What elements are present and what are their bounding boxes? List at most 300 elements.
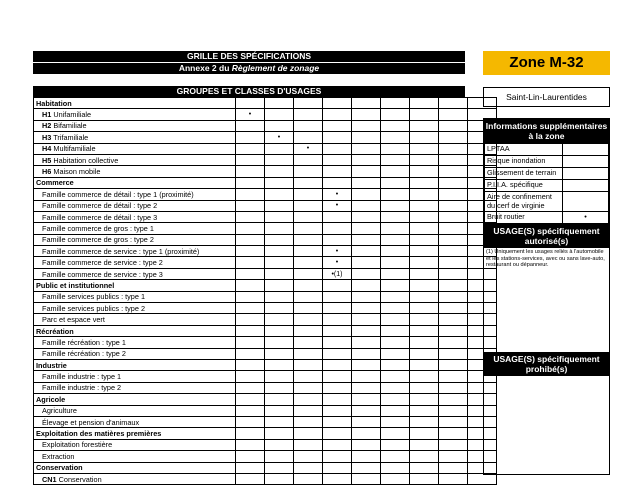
zone-cell bbox=[294, 166, 323, 177]
usage-name: Extraction bbox=[42, 451, 75, 461]
annex-prefix: Annexe 2 du bbox=[178, 63, 232, 73]
annex-regulation: Règlement de zonage bbox=[231, 63, 320, 73]
zone-cell bbox=[323, 359, 352, 370]
usage-row bbox=[34, 451, 497, 462]
usage-label bbox=[34, 359, 236, 370]
usage-row bbox=[34, 223, 497, 234]
usage-row bbox=[34, 268, 497, 279]
zone-cell bbox=[439, 143, 468, 154]
zone-cell bbox=[439, 223, 468, 234]
usage-label bbox=[34, 257, 236, 268]
zone-cell bbox=[236, 348, 265, 359]
zone-cell bbox=[323, 394, 352, 405]
category-row bbox=[34, 428, 497, 439]
zone-cell bbox=[381, 177, 410, 188]
zone-cell bbox=[294, 428, 323, 439]
usage-name: Famille commerce de service : type 1 (proximité) bbox=[42, 246, 200, 256]
usage-label bbox=[34, 371, 236, 382]
usage-label bbox=[34, 143, 236, 154]
zone-cell bbox=[265, 394, 294, 405]
zone-cell bbox=[294, 291, 323, 302]
zone-cell bbox=[294, 337, 323, 348]
info-mark bbox=[563, 168, 609, 180]
zone-cell bbox=[236, 325, 265, 336]
zone-cell bbox=[265, 325, 294, 336]
usage-name: Multifamiliale bbox=[53, 144, 96, 154]
info-label: Risque inondation bbox=[485, 156, 563, 168]
usage-label bbox=[34, 280, 236, 291]
usage-row bbox=[34, 371, 497, 382]
zone-cell bbox=[352, 223, 381, 234]
usage-label bbox=[34, 416, 236, 427]
zone-cell bbox=[323, 348, 352, 359]
zone-cell bbox=[236, 359, 265, 370]
zone-cell bbox=[410, 382, 439, 393]
usage-label bbox=[34, 451, 236, 462]
zone-cell bbox=[294, 348, 323, 359]
zone-cell bbox=[294, 439, 323, 450]
category-row bbox=[34, 359, 497, 370]
zone-cell bbox=[265, 154, 294, 165]
zone-cell bbox=[294, 473, 323, 484]
zone-cell bbox=[381, 382, 410, 393]
zone-cell bbox=[381, 371, 410, 382]
zone-cell bbox=[410, 325, 439, 336]
usage-code: CN1 bbox=[42, 474, 57, 484]
usage-label bbox=[34, 462, 236, 473]
usage-row bbox=[34, 303, 497, 314]
zone-cell bbox=[352, 348, 381, 359]
zone-cell bbox=[439, 211, 468, 222]
zone-cell bbox=[323, 98, 352, 109]
zone-cell bbox=[439, 280, 468, 291]
zone-cell bbox=[265, 177, 294, 188]
info-mark: • bbox=[563, 212, 609, 224]
zone-cell bbox=[439, 394, 468, 405]
zone-cell bbox=[323, 325, 352, 336]
zone-cell bbox=[294, 200, 323, 211]
zone-cell bbox=[381, 439, 410, 450]
zone-cell bbox=[410, 166, 439, 177]
zone-cell bbox=[352, 257, 381, 268]
zone-cell bbox=[323, 451, 352, 462]
zone-cell bbox=[236, 371, 265, 382]
zone-cell bbox=[236, 314, 265, 325]
usage-row bbox=[34, 439, 497, 450]
zone-cell bbox=[381, 223, 410, 234]
zone-cell bbox=[265, 143, 294, 154]
zone-cell bbox=[352, 314, 381, 325]
zone-cell bbox=[352, 143, 381, 154]
zone-cell bbox=[352, 268, 381, 279]
zone-cell bbox=[439, 166, 468, 177]
zone-cell bbox=[265, 223, 294, 234]
info-table bbox=[484, 143, 609, 224]
zone-cell bbox=[265, 109, 294, 120]
zone-cell bbox=[410, 280, 439, 291]
zone-cell bbox=[381, 120, 410, 131]
zone-cell bbox=[410, 268, 439, 279]
zone-cell bbox=[265, 416, 294, 427]
zone-cell bbox=[381, 314, 410, 325]
usage-name: Famille services publics : type 2 bbox=[42, 303, 146, 313]
zone-cell bbox=[323, 405, 352, 416]
usage-label bbox=[34, 223, 236, 234]
zone-cell bbox=[352, 382, 381, 393]
zone-cell bbox=[381, 189, 410, 200]
zone-cell bbox=[294, 132, 323, 143]
grid-title: GRILLE DES SPÉCIFICATIONS bbox=[186, 51, 312, 61]
usage-code: H2 bbox=[42, 121, 52, 131]
zone-cell bbox=[352, 451, 381, 462]
zone-cell bbox=[294, 154, 323, 165]
zone-cell: • bbox=[294, 143, 323, 154]
usage-label bbox=[34, 405, 236, 416]
zone-cell bbox=[410, 177, 439, 188]
usage-name: Famille commerce de détail : type 3 bbox=[42, 212, 158, 222]
usage-name: Récréation bbox=[36, 326, 74, 336]
zone-cell bbox=[352, 439, 381, 450]
zone-cell bbox=[439, 416, 468, 427]
zone-cell bbox=[352, 109, 381, 120]
usage-label bbox=[34, 132, 236, 143]
zone-cell bbox=[265, 405, 294, 416]
zone-cell: • bbox=[323, 200, 352, 211]
zone-cell bbox=[381, 303, 410, 314]
usage-row bbox=[34, 337, 497, 348]
usage-label bbox=[34, 428, 236, 439]
zone-cell bbox=[265, 337, 294, 348]
info-row bbox=[485, 192, 609, 212]
zone-cell bbox=[352, 359, 381, 370]
zone-cell bbox=[236, 200, 265, 211]
zone-cell bbox=[439, 189, 468, 200]
zone-cell bbox=[352, 246, 381, 257]
zone-cell bbox=[410, 462, 439, 473]
usage-name: Conservation bbox=[58, 474, 102, 484]
usage-label bbox=[34, 200, 236, 211]
info-mark bbox=[563, 156, 609, 168]
zone-cell: • bbox=[236, 109, 265, 120]
usage-name: Habitation bbox=[36, 98, 72, 108]
usage-code: H6 bbox=[42, 167, 52, 177]
zone-cell bbox=[323, 439, 352, 450]
zone-cell bbox=[265, 189, 294, 200]
usage-name: Famille récréation : type 1 bbox=[42, 337, 126, 347]
usage-name: Famille industrie : type 2 bbox=[42, 383, 122, 393]
zone-cell bbox=[410, 257, 439, 268]
annex-bar bbox=[33, 63, 465, 74]
zone-cell bbox=[265, 371, 294, 382]
usage-name: Exploitation des matières premières bbox=[36, 429, 162, 439]
zone-cell bbox=[323, 382, 352, 393]
zone-cell bbox=[323, 371, 352, 382]
zone-cell bbox=[410, 234, 439, 245]
zone-cell bbox=[265, 166, 294, 177]
zone-cell bbox=[439, 473, 468, 484]
zone-cell bbox=[236, 416, 265, 427]
zone-cell bbox=[439, 154, 468, 165]
usage-name: Agricole bbox=[36, 394, 66, 404]
zone-cell bbox=[323, 177, 352, 188]
usage-name: Famille commerce de service : type 3 bbox=[42, 269, 163, 279]
zone-cell bbox=[265, 428, 294, 439]
zone-cell bbox=[410, 416, 439, 427]
usage-name: Conservation bbox=[36, 463, 83, 473]
zone-cell bbox=[265, 451, 294, 462]
zone-cell bbox=[410, 371, 439, 382]
info-label: P.I.I.A. spécifique bbox=[485, 180, 563, 192]
usage-name: Famille récréation : type 2 bbox=[42, 349, 126, 359]
usage-code: H1 bbox=[42, 110, 52, 120]
zone-cell bbox=[323, 154, 352, 165]
zone-cell bbox=[381, 416, 410, 427]
usage-row bbox=[34, 143, 497, 154]
zone-cell bbox=[323, 473, 352, 484]
zone-cell bbox=[294, 177, 323, 188]
zone-cell bbox=[381, 462, 410, 473]
zone-cell bbox=[323, 428, 352, 439]
zone-cell bbox=[294, 268, 323, 279]
usage-label bbox=[34, 120, 236, 131]
usage-label bbox=[34, 314, 236, 325]
usage-name: Exploitation forestière bbox=[42, 440, 113, 450]
zone-cell bbox=[410, 405, 439, 416]
zone-cell bbox=[236, 394, 265, 405]
info-label: LPTAA bbox=[485, 144, 563, 156]
zone-cell bbox=[323, 303, 352, 314]
usage-code: H4 bbox=[42, 144, 52, 154]
usage-row bbox=[34, 234, 497, 245]
zone-cell bbox=[323, 291, 352, 302]
zone-cell bbox=[381, 268, 410, 279]
zone-cell bbox=[294, 109, 323, 120]
zone-cell bbox=[381, 154, 410, 165]
zone-cell bbox=[410, 359, 439, 370]
zone-cell bbox=[323, 166, 352, 177]
zone-cell bbox=[439, 120, 468, 131]
zone-cell bbox=[439, 439, 468, 450]
zone-cell bbox=[323, 462, 352, 473]
zone-cell bbox=[439, 405, 468, 416]
zone-cell bbox=[352, 428, 381, 439]
zone-cell bbox=[352, 371, 381, 382]
zone-cell bbox=[294, 314, 323, 325]
info-header: Informations supplémentaires à la zone bbox=[485, 121, 608, 141]
zone-cell bbox=[294, 189, 323, 200]
zone-cell bbox=[352, 462, 381, 473]
zone-cell bbox=[265, 211, 294, 222]
info-row bbox=[485, 180, 609, 192]
authorized-note: (1) Uniquement les usages reliés à l'automobile et les stations-services, avec ou sans lave-auto, restaurant ou dépanneur. bbox=[486, 249, 605, 269]
usage-row bbox=[34, 314, 497, 325]
zone-cell bbox=[236, 473, 265, 484]
usage-label bbox=[34, 382, 236, 393]
zone-cell: •(1) bbox=[323, 268, 352, 279]
zone-cell bbox=[410, 303, 439, 314]
usage-groups-title: GROUPES ET CLASSES D'USAGES bbox=[176, 86, 322, 96]
zone-cell: • bbox=[323, 257, 352, 268]
zone-cell bbox=[410, 451, 439, 462]
zone-cell bbox=[410, 98, 439, 109]
zone-cell bbox=[265, 382, 294, 393]
zone-cell bbox=[381, 132, 410, 143]
info-mark bbox=[563, 144, 609, 156]
usage-row bbox=[34, 257, 497, 268]
zone-cell bbox=[439, 268, 468, 279]
zone-cell bbox=[265, 246, 294, 257]
usage-row bbox=[34, 246, 497, 257]
zone-cell bbox=[352, 325, 381, 336]
info-row bbox=[485, 144, 609, 156]
info-row bbox=[485, 156, 609, 168]
usage-name: Famille commerce de gros : type 1 bbox=[42, 223, 154, 233]
usage-row bbox=[34, 211, 497, 222]
usage-name: Habitation collective bbox=[53, 155, 119, 165]
category-row bbox=[34, 325, 497, 336]
zone-cell bbox=[236, 462, 265, 473]
zone-cell bbox=[265, 314, 294, 325]
zone-cell bbox=[439, 257, 468, 268]
zone-cell bbox=[352, 280, 381, 291]
zone-cell bbox=[294, 257, 323, 268]
zone-cell bbox=[294, 371, 323, 382]
zone-cell bbox=[265, 439, 294, 450]
usage-name: Industrie bbox=[36, 360, 67, 370]
grid-title-bar bbox=[33, 51, 465, 62]
usage-name: Famille commerce de détail : type 1 (proximité) bbox=[42, 189, 194, 199]
zone-cell bbox=[381, 98, 410, 109]
zone-cell bbox=[439, 451, 468, 462]
zone-cell bbox=[265, 348, 294, 359]
zone-cell bbox=[352, 166, 381, 177]
usage-row bbox=[34, 473, 497, 484]
usage-name: Famille commerce de détail : type 2 bbox=[42, 201, 158, 211]
zone-cell bbox=[236, 405, 265, 416]
zone-cell bbox=[352, 154, 381, 165]
usage-groups-header bbox=[33, 86, 465, 97]
zone-cell bbox=[294, 120, 323, 131]
zone-cell bbox=[236, 303, 265, 314]
usage-label bbox=[34, 177, 236, 188]
usage-label bbox=[34, 291, 236, 302]
info-label: Bruit routier bbox=[485, 212, 563, 224]
usage-row bbox=[34, 291, 497, 302]
zone-cell bbox=[294, 416, 323, 427]
usage-name: Famille services publics : type 1 bbox=[42, 292, 146, 302]
zone-cell bbox=[439, 382, 468, 393]
side-panel bbox=[483, 118, 610, 475]
category-row bbox=[34, 98, 497, 109]
category-row bbox=[34, 394, 497, 405]
zone-cell bbox=[236, 98, 265, 109]
zone-cell bbox=[294, 246, 323, 257]
zone-cell bbox=[439, 98, 468, 109]
zone-cell bbox=[352, 416, 381, 427]
zone-cell bbox=[381, 234, 410, 245]
zone-cell bbox=[352, 132, 381, 143]
zone-cell bbox=[294, 451, 323, 462]
zone-cell bbox=[410, 246, 439, 257]
zone-cell bbox=[265, 200, 294, 211]
zone-cell bbox=[265, 462, 294, 473]
zone-cell bbox=[410, 428, 439, 439]
usage-row bbox=[34, 416, 497, 427]
category-row bbox=[34, 177, 497, 188]
zone-cell bbox=[265, 473, 294, 484]
zone-cell bbox=[439, 132, 468, 143]
zone-cell bbox=[410, 200, 439, 211]
zone-cell bbox=[410, 314, 439, 325]
zone-cell bbox=[236, 166, 265, 177]
zone-cell bbox=[323, 132, 352, 143]
zone-cell bbox=[265, 280, 294, 291]
usage-label bbox=[34, 98, 236, 109]
usage-name: Bifamiliale bbox=[53, 121, 87, 131]
zone-cell bbox=[381, 143, 410, 154]
usage-row bbox=[34, 154, 497, 165]
prohibited-header: USAGE(S) spécifiquement prohibé(s) bbox=[484, 352, 609, 376]
zone-cell bbox=[381, 257, 410, 268]
zone-cell bbox=[439, 303, 468, 314]
zone-cell bbox=[294, 280, 323, 291]
zone-cell bbox=[381, 211, 410, 222]
zone-cell bbox=[323, 223, 352, 234]
zone-cell bbox=[381, 359, 410, 370]
zone-cell bbox=[236, 337, 265, 348]
usage-label bbox=[34, 189, 236, 200]
zone-cell bbox=[439, 348, 468, 359]
usage-label bbox=[34, 234, 236, 245]
zone-cell bbox=[439, 462, 468, 473]
zone-cell bbox=[410, 291, 439, 302]
zone-cell bbox=[294, 303, 323, 314]
zone-cell bbox=[323, 109, 352, 120]
usage-row bbox=[34, 382, 497, 393]
authorized-header: USAGE(S) spécifiquement autorisé(s) bbox=[484, 224, 609, 248]
zone-cell bbox=[323, 314, 352, 325]
usage-row bbox=[34, 120, 497, 131]
zone-cell bbox=[236, 291, 265, 302]
zone-cell bbox=[236, 280, 265, 291]
usage-label bbox=[34, 166, 236, 177]
zone-cell bbox=[381, 394, 410, 405]
zone-cell bbox=[236, 223, 265, 234]
zone-cell bbox=[294, 223, 323, 234]
usage-code: H5 bbox=[42, 155, 52, 165]
zone-cell bbox=[381, 166, 410, 177]
zone-cell bbox=[352, 394, 381, 405]
info-label: Aire de confinement du cerf de virginie bbox=[485, 192, 563, 212]
zone-cell bbox=[352, 189, 381, 200]
usage-row bbox=[34, 189, 497, 200]
usage-name: Unifamiliale bbox=[53, 110, 92, 120]
zone-cell bbox=[381, 405, 410, 416]
usage-row bbox=[34, 132, 497, 143]
zone-cell bbox=[439, 109, 468, 120]
zone-cell bbox=[381, 200, 410, 211]
zone-cell bbox=[381, 337, 410, 348]
usage-name: Trifamiliale bbox=[53, 132, 89, 142]
zone-cell bbox=[236, 120, 265, 131]
zone-cell bbox=[265, 120, 294, 131]
zone-cell bbox=[439, 371, 468, 382]
usage-label bbox=[34, 439, 236, 450]
usage-label bbox=[34, 154, 236, 165]
usage-name: Maison mobile bbox=[53, 167, 101, 177]
info-row bbox=[485, 168, 609, 180]
usage-label bbox=[34, 325, 236, 336]
